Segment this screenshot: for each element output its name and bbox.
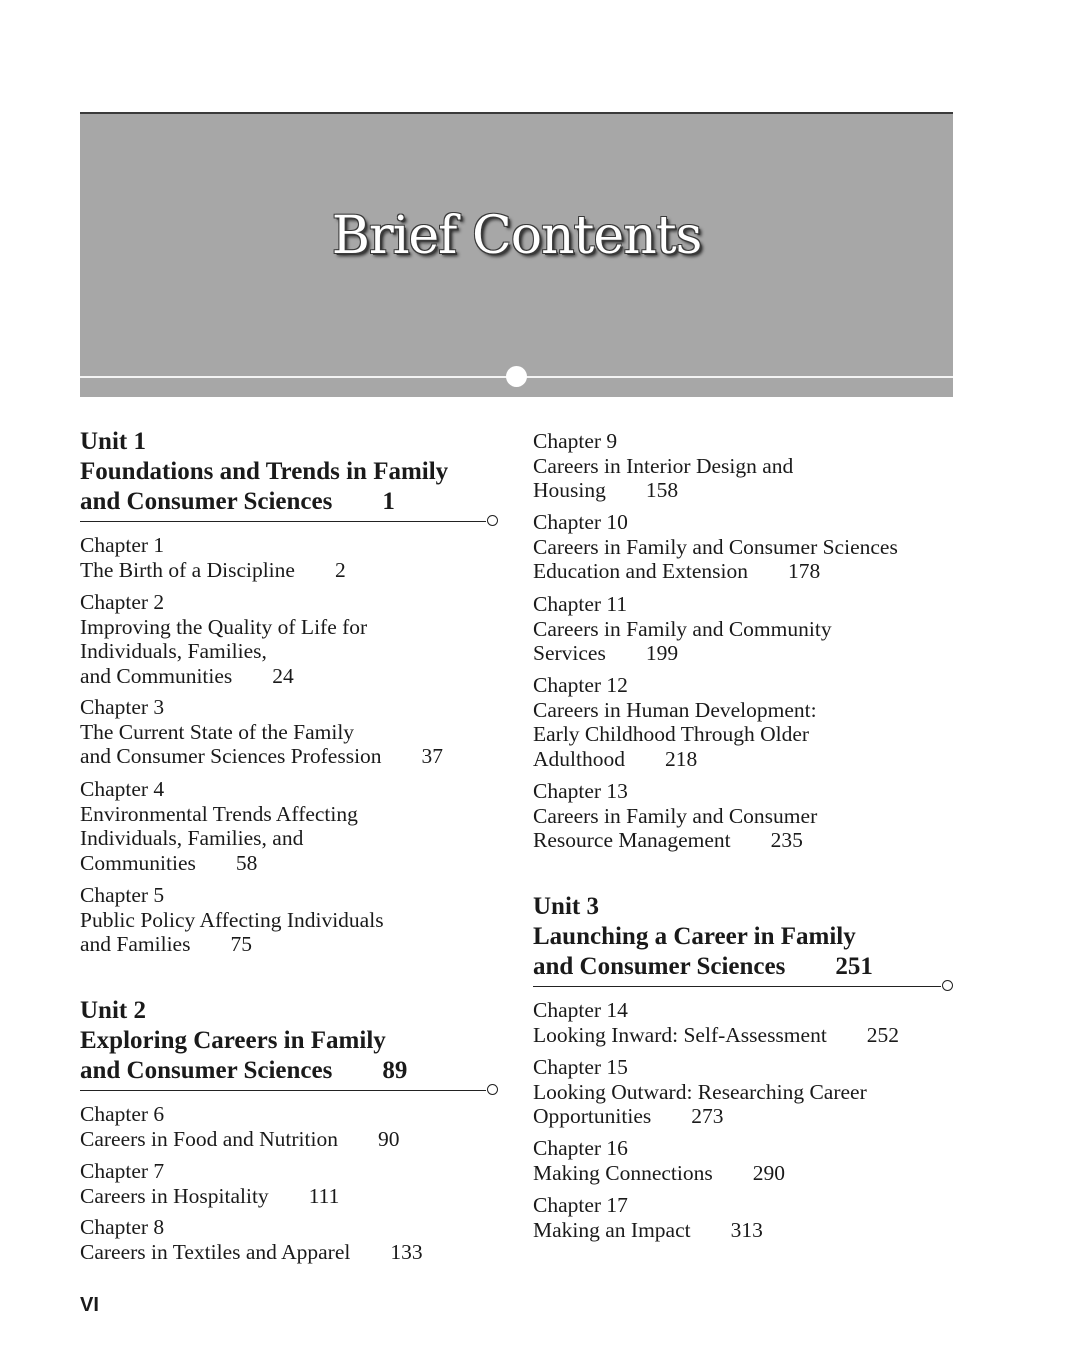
chapter-label: Chapter 15 [533, 1055, 628, 1079]
chapter-title: and Families [80, 932, 191, 956]
unit-3-heading [533, 892, 873, 982]
chapter-title: Housing [533, 478, 606, 502]
chapter-label: Chapter 16 [533, 1136, 628, 1160]
chapter-1-entry [80, 533, 346, 582]
chapter-title: Making Connections [533, 1160, 713, 1185]
unit-label: Unit 3 [533, 893, 599, 920]
unit-label: Unit 1 [80, 428, 146, 455]
rule-ring-ornament [487, 1084, 498, 1095]
chapter-label: Chapter 13 [533, 779, 628, 803]
chapter-label: Chapter 14 [533, 998, 628, 1022]
chapter-8-entry [80, 1215, 423, 1264]
title-banner [80, 112, 953, 397]
chapter-15-entry [533, 1055, 867, 1129]
banner-dot-ornament [506, 366, 527, 387]
chapter-title: Adulthood [533, 746, 625, 771]
chapter-7-entry [80, 1159, 339, 1208]
chapter-label: Chapter 5 [80, 883, 165, 907]
chapter-4-entry [80, 777, 358, 875]
chapter-page: 313 [730, 1217, 763, 1242]
unit-page-number: 89 [382, 1057, 408, 1084]
chapter-title: Individuals, Families, and [80, 826, 304, 850]
chapter-title: Public Policy Affecting Individuals [80, 907, 384, 932]
chapter-title: Early Childhood Through Older [533, 722, 810, 746]
chapter-title: Careers in Food and Nutrition [80, 1126, 338, 1151]
unit-page-number: 251 [835, 953, 873, 980]
chapter-title: and Communities [80, 663, 233, 688]
chapter-title: The Current State of the Family [80, 719, 355, 744]
chapter-page: 218 [664, 746, 698, 771]
chapter-title: Education and Extension [533, 559, 748, 583]
chapter-label: Chapter 3 [80, 695, 165, 719]
rule-ring-ornament [487, 515, 498, 526]
chapter-label: Chapter 17 [533, 1193, 628, 1217]
chapter-6-entry [80, 1102, 399, 1151]
unit-1-heading [80, 427, 448, 517]
unit-title-line: Foundations and Trends in Family [80, 458, 449, 485]
page-number: VI [80, 1294, 99, 1316]
chapter-9-entry [533, 429, 793, 503]
chapter-label: Chapter 6 [80, 1102, 165, 1126]
unit-page-number: 1 [382, 488, 395, 515]
unit-title-line: and Consumer Sciences 1 [80, 488, 395, 515]
chapter-title: Services [533, 641, 606, 665]
chapter-title: Careers in Interior Design and [533, 453, 794, 478]
chapter-title: Improving the Quality of Life for [80, 614, 368, 639]
chapter-page: 133 [390, 1239, 423, 1264]
chapter-2-entry [80, 590, 367, 688]
chapter-page: 24 [272, 663, 294, 688]
chapter-label: Chapter 8 [80, 1215, 165, 1239]
chapter-label: Chapter 4 [80, 777, 165, 801]
chapter-title: Opportunities [533, 1104, 652, 1128]
unit-title-line: Launching a Career in Family [533, 923, 856, 950]
chapter-title: Communities [80, 850, 196, 875]
chapter-12-entry [533, 673, 817, 771]
chapter-page: 58 [235, 850, 258, 875]
chapter-page: 252 [866, 1022, 900, 1047]
chapter-3-entry [80, 695, 443, 769]
chapter-page: 199 [645, 641, 679, 665]
chapter-title: Careers in Hospitality [80, 1183, 269, 1208]
chapter-10-entry [533, 510, 898, 584]
chapter-page: 158 [645, 478, 679, 502]
chapter-page: 111 [308, 1183, 340, 1208]
chapter-11-entry [533, 592, 832, 666]
chapter-title: Looking Inward: Self-Assessment [533, 1022, 827, 1047]
page-title: Brief Contents [331, 206, 702, 266]
chapter-title: Environmental Trends Affecting [80, 801, 358, 826]
unit-title-line: Exploring Careers in Family [80, 1027, 386, 1054]
chapter-title: Resource Management [533, 828, 731, 852]
chapter-label: Chapter 2 [80, 590, 165, 614]
chapter-title: Careers in Human Development: [533, 697, 817, 722]
unit-title-line: and Consumer Sciences 251 [533, 953, 873, 980]
chapter-page: 235 [770, 828, 803, 852]
chapter-label: Chapter 1 [80, 533, 165, 557]
chapter-page: 2 [334, 557, 346, 582]
chapter-16-entry [533, 1136, 785, 1185]
chapter-title: Looking Outward: Researching Career [533, 1079, 867, 1104]
unit-2-rule [80, 1090, 486, 1091]
chapter-title: Careers in Family and Consumer [533, 803, 818, 828]
chapter-label: Chapter 7 [80, 1159, 165, 1183]
chapter-5-entry [80, 883, 384, 957]
unit-1-rule [80, 521, 486, 522]
chapter-page: 290 [752, 1160, 785, 1185]
chapter-label: Chapter 12 [533, 673, 628, 697]
unit-3-rule [533, 986, 941, 987]
unit-2-heading [80, 996, 407, 1086]
chapter-17-entry [533, 1193, 763, 1242]
chapter-page: 273 [691, 1104, 724, 1128]
chapter-page: 178 [787, 559, 821, 583]
chapter-label: Chapter 11 [533, 592, 628, 616]
chapter-page: 90 [377, 1126, 400, 1151]
chapter-title: Careers in Family and Consumer Sciences [533, 534, 898, 559]
chapter-13-entry [533, 779, 817, 853]
chapter-title: Individuals, Families, [80, 639, 267, 663]
unit-label: Unit 2 [80, 997, 146, 1024]
rule-ring-ornament [942, 980, 953, 991]
chapter-page: 37 [421, 744, 444, 768]
chapter-title: The Birth of a Discipline [80, 557, 295, 582]
chapter-title: Careers in Textiles and Apparel [80, 1239, 351, 1264]
unit-title-line: and Consumer Sciences 89 [80, 1057, 408, 1084]
chapter-14-entry [533, 998, 899, 1047]
chapter-title: and Consumer Sciences Profession [80, 744, 382, 768]
chapter-label: Chapter 9 [533, 429, 618, 453]
chapter-page: 75 [230, 932, 252, 956]
chapter-title: Making an Impact [533, 1217, 691, 1242]
chapter-title: Careers in Family and Community [533, 616, 832, 641]
chapter-label: Chapter 10 [533, 510, 628, 534]
